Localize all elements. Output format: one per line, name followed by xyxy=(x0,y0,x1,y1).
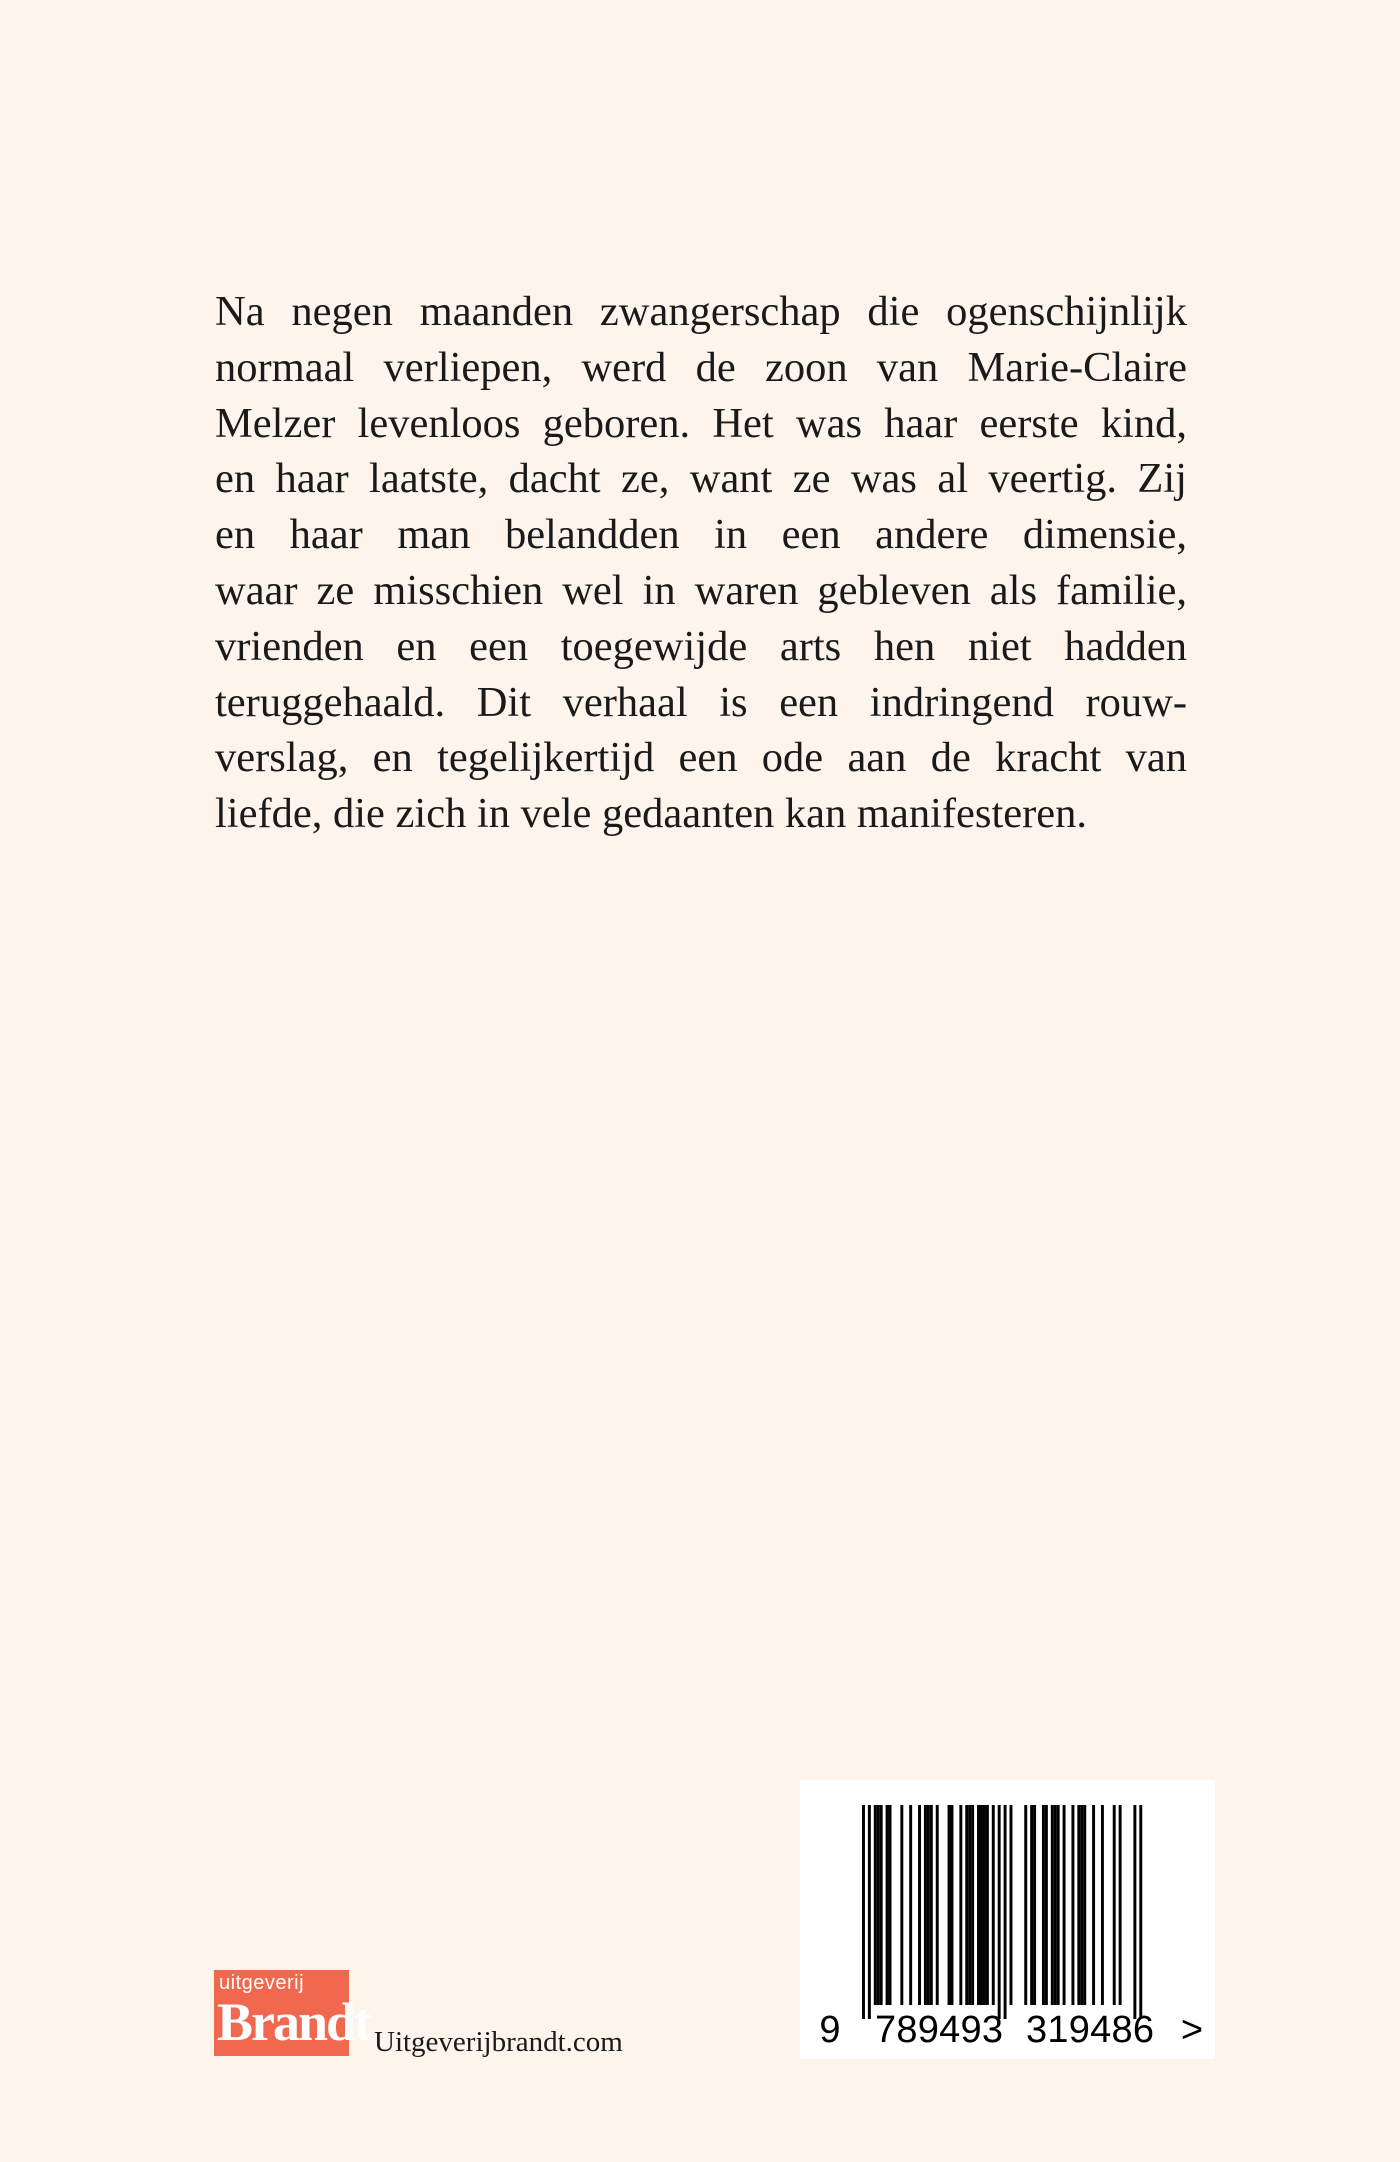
barcode-guard-bar xyxy=(868,1805,871,2019)
barcode-bar xyxy=(986,1805,989,2005)
barcode-bar xyxy=(1024,1805,1027,2005)
blurb-line: verslag, en tegelijkertijd een ode aan de kracht van xyxy=(215,734,1187,782)
barcode-bar xyxy=(1054,1805,1057,2005)
barcode-digits-left: 789493 xyxy=(875,2009,1003,2051)
barcode-bar xyxy=(1080,1805,1083,2005)
barcode-guard-bar xyxy=(1133,1805,1136,2019)
isbn-barcode xyxy=(800,1780,1215,2059)
barcode-guard-bar xyxy=(1004,1805,1007,2019)
barcode-quiet-mark: > xyxy=(1180,2009,1204,2051)
logo-small-text: uitgeverij xyxy=(219,1972,305,1994)
blurb-line: vrienden en een toegewijde arts hen niet hadden xyxy=(215,622,1187,670)
blurb-line: teruggehaald. Dit verhaal is een indringend rouw- xyxy=(215,678,1187,726)
barcode-bar xyxy=(918,1805,921,2005)
barcode-bar xyxy=(1077,1805,1080,2005)
blurb-line: Na negen maanden zwangerschap die ogenschijnlijk xyxy=(215,288,1187,335)
barcode-bar xyxy=(948,1805,951,2005)
blurb-line: en haar laatste, dacht ze, want ze was al veertig. Zij xyxy=(215,455,1187,503)
publisher-website: Uitgeverijbrandt.com xyxy=(374,2026,623,2058)
barcode-bar xyxy=(1101,1805,1104,2005)
barcode-bar xyxy=(1010,1805,1013,2005)
barcode-bar xyxy=(1045,1805,1048,2005)
barcode-bar xyxy=(880,1805,883,2005)
barcode-bar xyxy=(1063,1805,1066,2005)
barcode-bar xyxy=(1071,1805,1074,2005)
barcode-bar xyxy=(930,1805,933,2005)
back-cover-blurb xyxy=(215,284,1187,842)
barcode-bar xyxy=(980,1805,983,2005)
barcode-bar xyxy=(1051,1805,1054,2005)
barcode-bar xyxy=(992,1805,995,2005)
barcode-bar xyxy=(1092,1805,1095,2005)
logo-big-text: Brandt xyxy=(217,1992,371,2052)
barcode-bar xyxy=(936,1805,939,2005)
barcode-guard-bar xyxy=(862,1805,865,2019)
blurb-line: Melzer levenloos geboren. Het was haar eerste kind, xyxy=(215,399,1187,447)
blurb-line: waar ze misschien wel in waren gebleven als familie, xyxy=(215,566,1187,614)
barcode-digits-right: 319486 xyxy=(1026,2009,1154,2051)
barcode-bar xyxy=(951,1805,954,2005)
blurb-line: en haar man belandden in een andere dimensie, xyxy=(215,511,1187,559)
barcode-bar xyxy=(1119,1805,1122,2005)
barcode-bar xyxy=(983,1805,986,2005)
barcode-bar xyxy=(889,1805,892,2005)
barcode-bar xyxy=(977,1805,980,2005)
blurb-line: liefde, die zich in vele gedaanten kan manifesteren. xyxy=(215,790,1088,838)
barcode-guard-bar xyxy=(998,1805,1001,2019)
barcode-bar xyxy=(924,1805,927,2005)
barcode-bar xyxy=(959,1805,962,2005)
barcode-bar xyxy=(900,1805,903,2005)
barcode-guard-bar xyxy=(1139,1805,1142,2019)
barcode-bar xyxy=(971,1805,974,2005)
barcode-bar xyxy=(1030,1805,1033,2005)
barcode-bar xyxy=(1083,1805,1086,2005)
barcode-bar xyxy=(968,1805,971,2005)
barcode-graphic xyxy=(800,1780,1215,2059)
barcode-bar xyxy=(1113,1805,1116,2005)
barcode-bar xyxy=(1033,1805,1036,2005)
barcode-bar xyxy=(886,1805,889,2005)
barcode-bar xyxy=(877,1805,880,2005)
publisher-logo xyxy=(214,1970,371,2056)
barcode-digit-lead: 9 xyxy=(819,2009,841,2051)
blurb-line: normaal verliepen, werd de zoon van Marie-Claire xyxy=(215,343,1187,391)
barcode-bar xyxy=(909,1805,912,2005)
barcode-bar xyxy=(1042,1805,1045,2005)
barcode-bar xyxy=(1057,1805,1060,2005)
barcode-bar xyxy=(874,1805,877,2005)
barcode-bars xyxy=(862,1805,1142,2019)
barcode-bar xyxy=(965,1805,968,2005)
barcode-bar xyxy=(927,1805,930,2005)
